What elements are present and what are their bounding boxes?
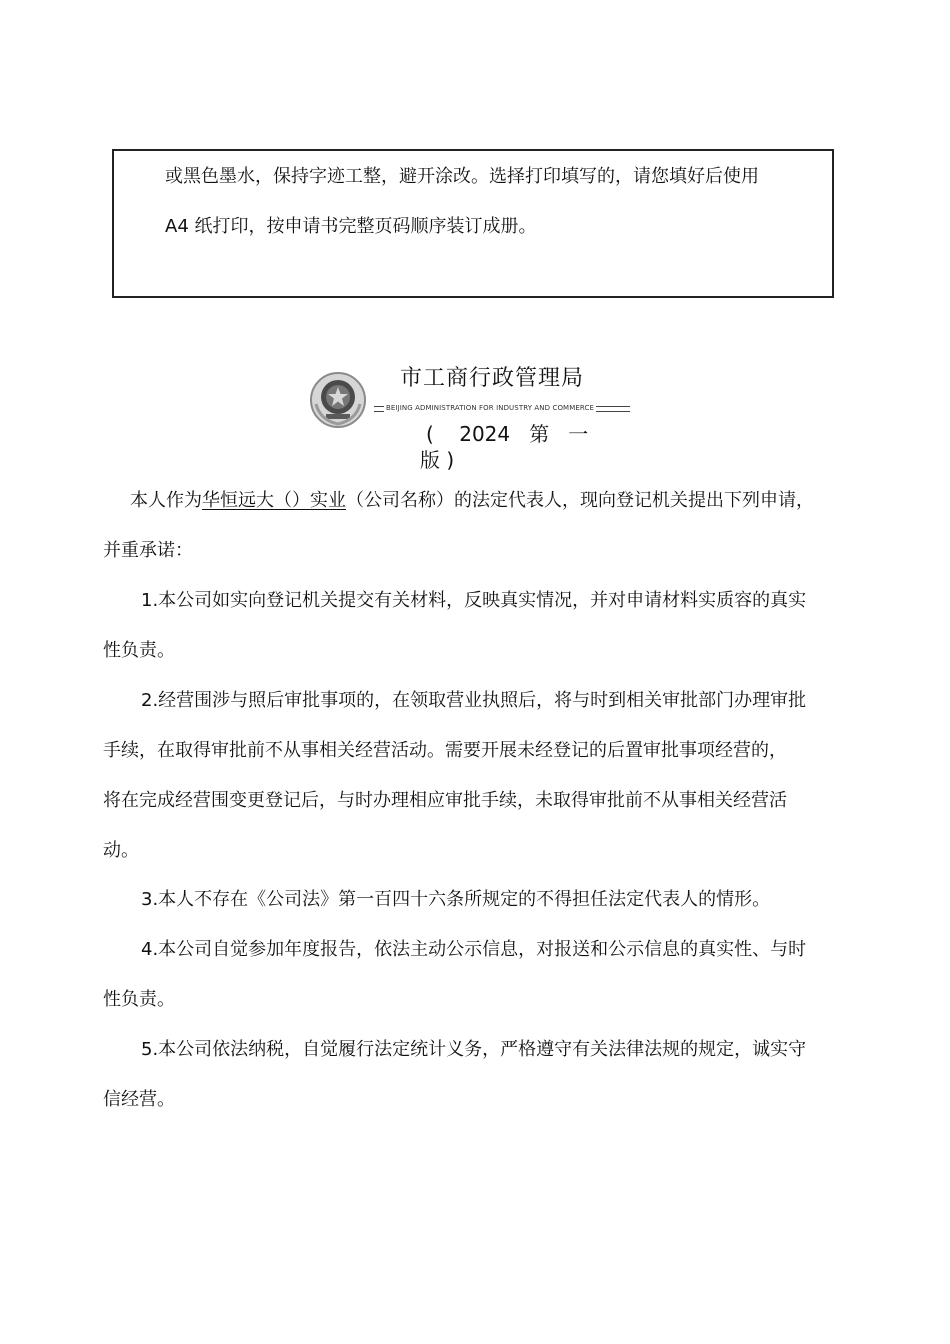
intro-line-1 (130, 490, 814, 512)
commitment-2-line-1: 2.经营围涉与照后审批事项的，在领取营业执照后，将与时到相关审批部门办理审批 (141, 690, 807, 711)
national-emblem-icon (308, 370, 368, 430)
commitment-4-line-1: 4.本公司自觉参加年度报告，依法主动公示信息，对报送和公示信息的真实性、与时 (141, 939, 807, 960)
edition-line-2: 版 ) (420, 448, 455, 472)
intro-suffix: （公司名称）的法定代表人，现向登记机关提出下列申请， (346, 490, 814, 511)
agency-title: 市工商行政管理局 (400, 366, 585, 391)
commitment-2-line-2: 手续，在取得审批前不从事相关经营活动。需要开展未经登记的后置审批事项经营的， (103, 740, 787, 761)
commitment-5-line-1: 5.本公司依法纳税，自觉履行法定统计义务，严格遵守有关法律法规的规定，诚实守 (141, 1039, 807, 1060)
instruction-line-2: A4 纸打印，按申请书完整页码顺序装订成册。 (165, 216, 537, 237)
commitment-4-line-2: 性负责。 (103, 989, 175, 1010)
commitment-1-line-1: 1.本公司如实向登记机关提交有关材料，反映真实情况，并对申请材料实质容的真实 (141, 590, 807, 611)
agency-header (300, 362, 640, 477)
commitment-2-line-3: 将在完成经营围变更登记后，与时办理相应审批手续，未取得审批前不从事相关经营活 (103, 790, 787, 811)
edition-line-1: ( 2024 第 一 (426, 422, 589, 446)
company-name: 华恒远大（）实业 (202, 490, 346, 511)
intro-line-2: 并重承诺： (103, 540, 193, 561)
filling-instructions-box (112, 149, 834, 298)
instruction-line-1: 或黑色墨水，保持字迹工整，避开涂改。选择打印填写的，请您填好后使用 (165, 166, 759, 187)
commitment-5-line-2: 信经营。 (103, 1089, 175, 1110)
commitment-1-line-2: 性负责。 (103, 640, 175, 661)
intro-prefix: 本人作为 (130, 490, 202, 511)
commitment-3-line-1: 3.本人不存在《公司法》第一百四十六条所规定的不得担任法定代表人的情形。 (141, 889, 771, 910)
agency-english-name: BEIJING ADMINISTRATION FOR INDUSTRY AND COMMERCE (386, 404, 594, 412)
commitment-2-line-4: 动。 (103, 840, 139, 861)
